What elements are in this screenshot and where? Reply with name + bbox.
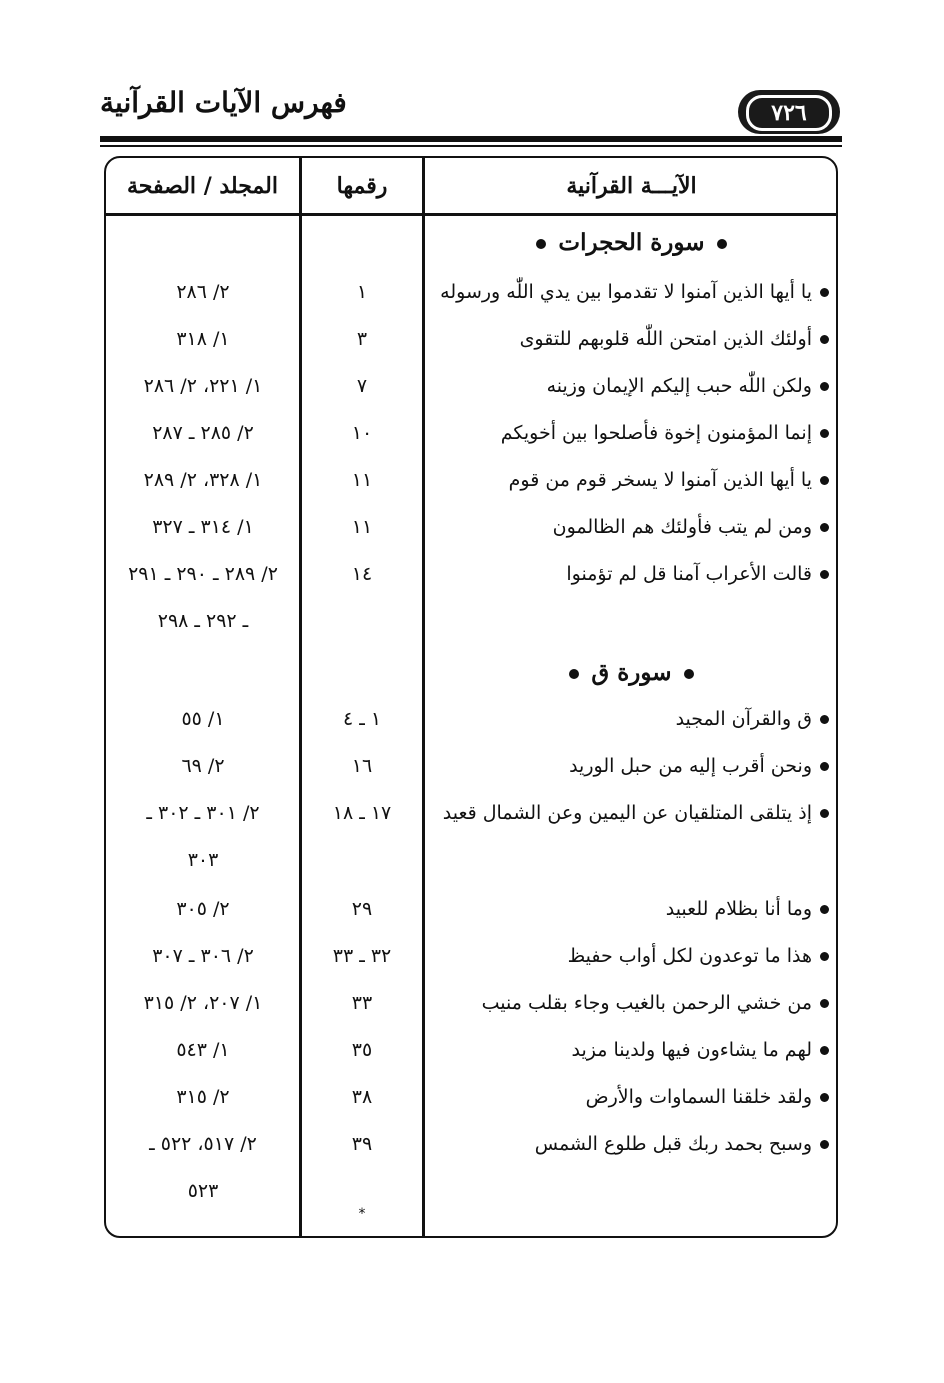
verse-number: ٣٩: [351, 1133, 373, 1155]
page-header: [0, 0, 944, 150]
table-row: [106, 795, 836, 831]
bullet-icon: [820, 952, 829, 961]
table-row: [106, 462, 836, 498]
verse-text: يا أيها الذين آمنوا لا يسخر قوم من قوم: [425, 462, 829, 498]
bullet-icon: [820, 1140, 829, 1149]
header-rule-thin: [100, 145, 842, 147]
volume-page: ١/ ٣٢٨، ٢/ ٢٨٩: [143, 469, 263, 491]
table-row: [106, 891, 836, 927]
bullet-icon: [820, 1046, 829, 1055]
verse-number: ١ ـ ٤: [342, 708, 382, 730]
verse-text: إنما المؤمنون إخوة فأصلحوا بين أخويكم: [425, 415, 829, 451]
table-row-continuation: [106, 1173, 836, 1209]
volume-page: ٢/ ٣١٥: [176, 1086, 230, 1108]
volume-page: ٢/ ٣٠٥: [176, 898, 230, 920]
volume-page: ٢/ ٣٠١ ـ ٣٠٢ ـ: [146, 802, 260, 824]
table-row: [106, 1126, 836, 1162]
page-title: فهرس الآيات القرآنية: [100, 86, 347, 119]
verse-number: ٢٩: [351, 898, 373, 920]
table-row: [106, 1032, 836, 1068]
verse-number: ٣٥: [351, 1039, 373, 1061]
verse-text: قالت الأعراب آمنا قل لم تؤمنوا: [425, 556, 829, 592]
volume-page: ١/ ٣١٨: [176, 328, 230, 350]
verse-text: ولكن اللّٰه حبب إليكم الإيمان وزينه: [425, 368, 829, 404]
table-row: [106, 985, 836, 1021]
verse-number: ١١: [351, 469, 373, 491]
table-row-continuation: [106, 603, 836, 639]
bullet-icon: [820, 570, 829, 579]
verse-text: وما أنا بظلام للعبيد: [425, 891, 829, 927]
bullet-icon: [820, 762, 829, 771]
column-divider: [299, 158, 302, 1236]
verse-number: ١٦: [351, 755, 373, 777]
table-row-continuation: [106, 842, 836, 878]
volume-page: ٢/ ٦٩: [181, 755, 225, 777]
bullet-icon: [820, 523, 829, 532]
column-header-reference: المجلد / الصفحة: [127, 173, 278, 199]
volume-page: ٢/ ٣٠٦ ـ ٣٠٧: [152, 945, 254, 967]
end-mark: *: [358, 1206, 366, 1222]
bullet-icon: [717, 239, 727, 249]
verse-text: ونحن أقرب إليه من حبل الوريد: [425, 748, 829, 784]
column-header-verse: الآيـــة القرآنية: [566, 173, 697, 199]
verse-text: من خشي الرحمن بالغيب وجاء بقلب منيب: [425, 985, 829, 1021]
verse-number: ٣٢ ـ ٣٣: [332, 945, 392, 967]
bullet-icon: [684, 669, 694, 679]
verse-index-table: [104, 156, 838, 1238]
verse-text: يا أيها الذين آمنوا لا تقدموا بين يدي اللّٰه ورسوله: [425, 274, 829, 310]
table-row: [106, 415, 836, 451]
bullet-icon: [569, 669, 579, 679]
verse-text: ولقد خلقنا السماوات والأرض: [425, 1079, 829, 1115]
volume-page: ١/ ٢٢١، ٢/ ٢٨٦: [143, 375, 263, 397]
verse-number: ١١: [351, 516, 373, 538]
bullet-icon: [820, 288, 829, 297]
header-rule-thick: [100, 136, 842, 142]
verse-number: ٣٣: [351, 992, 373, 1014]
bullet-icon: [820, 905, 829, 914]
bullet-icon: [820, 335, 829, 344]
table-row: [106, 368, 836, 404]
bullet-icon: [536, 239, 546, 249]
verse-number: ١٤: [351, 563, 373, 585]
bullet-icon: [820, 1093, 829, 1102]
surah-heading: [425, 224, 838, 262]
surah-name: سورة الحجرات: [558, 229, 705, 256]
surah-heading: [425, 654, 838, 692]
column-header-number: رقمها: [336, 173, 388, 199]
verse-number: ٣٨: [351, 1086, 373, 1108]
table-row: [106, 274, 836, 310]
table-row: [106, 321, 836, 357]
volume-page: ١/ ٥٥: [181, 708, 225, 730]
volume-page: ٢/ ٢٨٥ ـ ٢٨٧: [152, 422, 254, 444]
verse-text: ق والقرآن المجيد: [425, 701, 829, 737]
table-row: [106, 509, 836, 545]
volume-page-continued: ٣٠٣: [187, 849, 219, 871]
bullet-icon: [820, 429, 829, 438]
surah-name: سورة ق: [591, 659, 672, 686]
verse-number: ١٠: [351, 422, 373, 444]
volume-page-continued: ـ ٢٩٢ ـ ٢٩٨: [157, 610, 249, 632]
bullet-icon: [820, 715, 829, 724]
volume-page: ١/ ٢٠٧، ٢/ ٣١٥: [143, 992, 263, 1014]
verse-number: ١٧ ـ ١٨: [332, 802, 392, 824]
column-divider: [422, 158, 425, 1236]
verse-text: ومن لم يتب فأولئك هم الظالمون: [425, 509, 829, 545]
verse-number: ٧: [356, 375, 368, 397]
table-row: [106, 1079, 836, 1115]
bullet-icon: [820, 476, 829, 485]
bullet-icon: [820, 999, 829, 1008]
verse-number: ١: [356, 281, 368, 303]
header-divider: [106, 213, 836, 216]
volume-page: ٢/ ٢٨٩ ـ ٢٩٠ ـ ٢٩١: [128, 563, 278, 585]
volume-page: ٢/ ٢٨٦: [176, 281, 230, 303]
verse-number: ٣: [356, 328, 368, 350]
page-number-badge: [738, 90, 840, 134]
verse-text: إذ يتلقى المتلقيان عن اليمين وعن الشمال قعيد: [425, 795, 829, 831]
volume-page: ٢/ ٥١٧، ٥٢٢ ـ: [149, 1133, 257, 1155]
bullet-icon: [820, 382, 829, 391]
volume-page: ١/ ٥٤٣: [176, 1039, 230, 1061]
verse-text: لهم ما يشاءون فيها ولدينا مزيد: [425, 1032, 829, 1068]
verse-text: أولئك الذين امتحن اللّٰه قلوبهم للتقوى: [425, 321, 829, 357]
volume-page: ١/ ٣١٤ ـ ٣٢٧: [152, 516, 254, 538]
verse-text: هذا ما توعدون لكل أواب حفيظ: [425, 938, 829, 974]
page-number: ٧٢٦: [746, 95, 832, 131]
bullet-icon: [820, 809, 829, 818]
table-row: [106, 701, 836, 737]
verse-text: وسبح بحمد ربك قبل طلوع الشمس: [425, 1126, 829, 1162]
volume-page-continued: ٥٢٣: [187, 1180, 219, 1202]
table-row: [106, 748, 836, 784]
table-row: [106, 938, 836, 974]
table-row: [106, 556, 836, 592]
